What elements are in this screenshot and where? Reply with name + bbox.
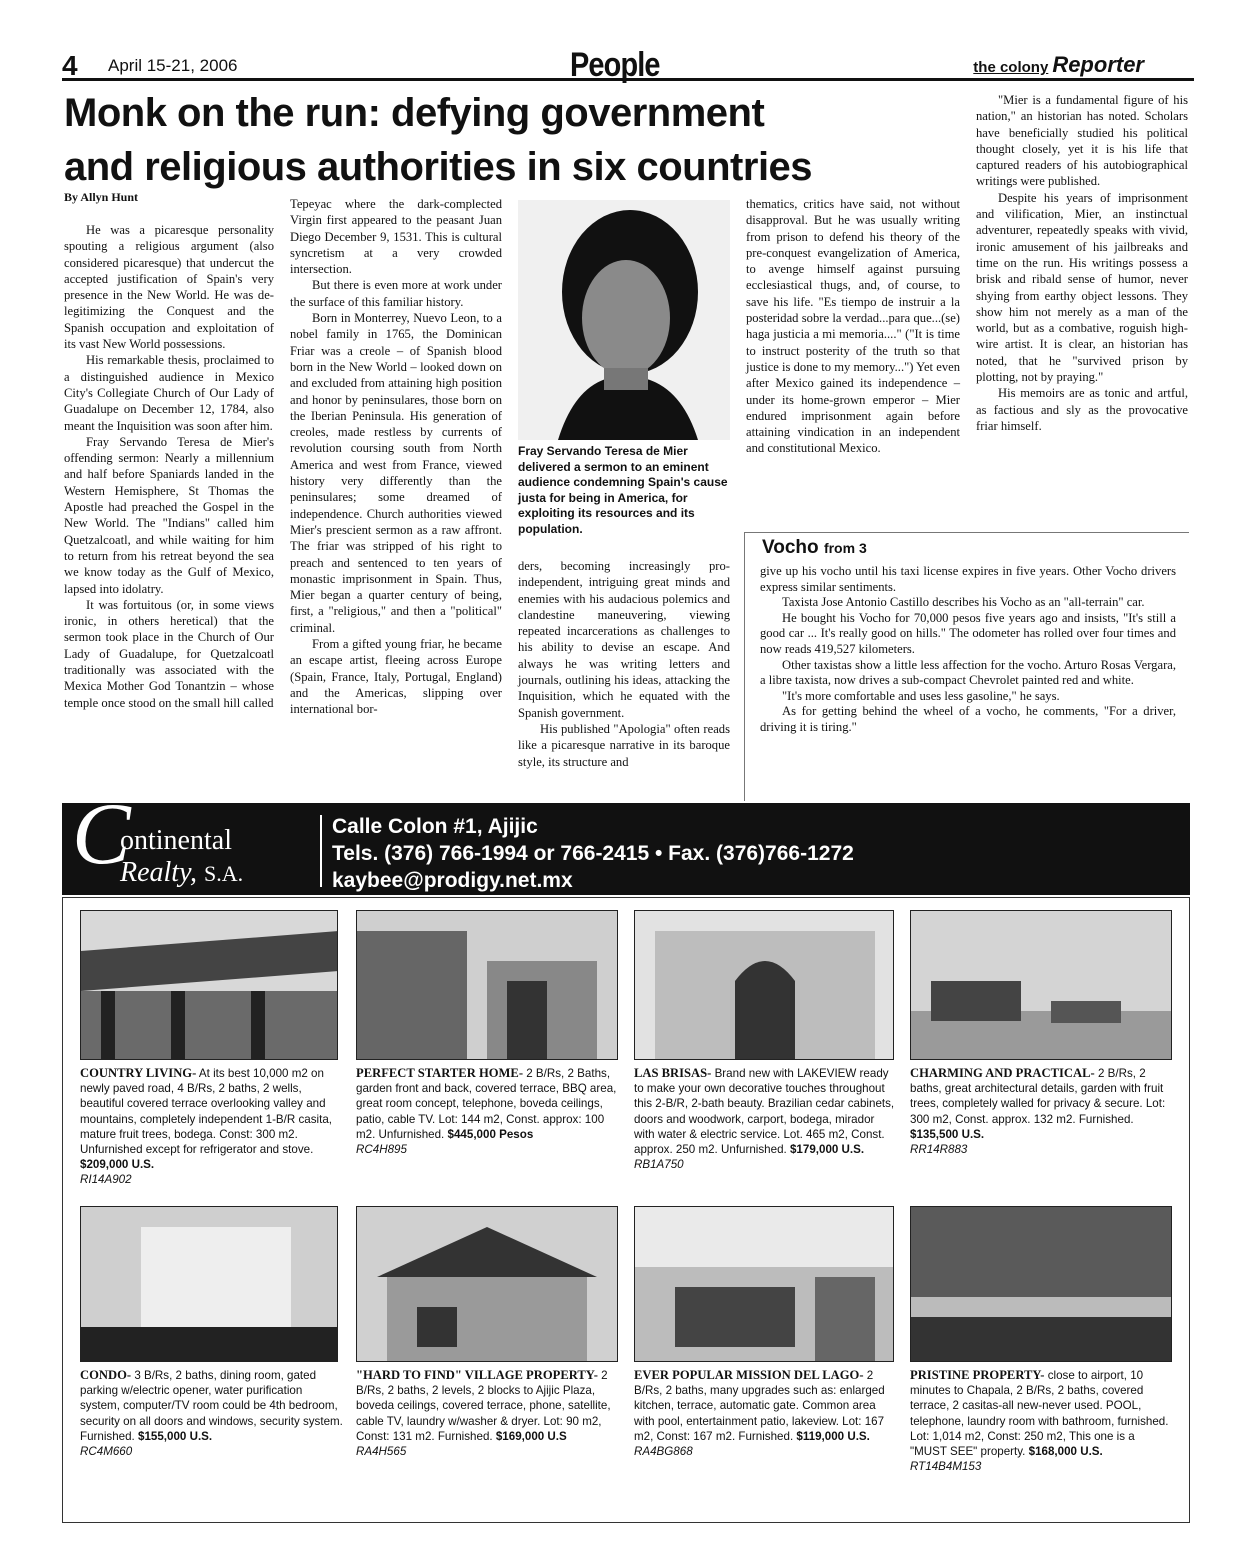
page-number: 4 (62, 50, 78, 81)
paragraph: Fray Servando Teresa de Mier's offending sermon: Nearly a millennium and half before Spaniards landed in the Western Hemisphere, St Thomas the Apostle had preached the Gospel in the New World. The "Indians" called him Quetzalcoatl, and while waiting for him to return from his retreat beyond the sea we know today as the Gulf of Mexico, lapsed into idolatry. (64, 434, 274, 596)
vocho-title-text: Vocho (762, 537, 819, 558)
listing-code: RC4M660 (80, 1445, 133, 1459)
contact-info (332, 813, 854, 894)
vocho-title (762, 537, 867, 559)
listing-title: "HARD TO FIND" VILLAGE PROPERTY- (356, 1368, 598, 1382)
realty-ad-banner (62, 786, 1190, 895)
listing-price: $119,000 U.S. (796, 1429, 870, 1443)
article-column-4 (746, 196, 960, 457)
listing-price: $445,000 Pesos (447, 1127, 534, 1141)
listing-code: RI14A902 (80, 1173, 132, 1187)
listing-photo (80, 1206, 338, 1362)
article-column-5 (976, 92, 1188, 434)
listing-body: 2 B/Rs, 2 baths, many upgrades such as: enlarged kitchen, terrace, automatic gate. Common area with pool, entertainment patio, lakeview. Lot: 167 m2, Const: 167 m2. Furnished. (634, 1369, 885, 1443)
listing-code: RA4BG868 (634, 1445, 693, 1459)
paragraph: Tepeyac where the dark-complected Virgin first appeared to the peasant Juan Diego December 9, 1531. This is cultural syncretism at a very crowded intersection. (290, 197, 502, 277)
logo-line-1: ontinental (120, 825, 232, 856)
paragraph: thematics, critics have said, not without disapproval. But he was usually writing from prison to defend his theory of the pre-conquest evangelization of America, to avenge himself against pursuing ecclesiastical thugs, and, of course, to save his life. "Es tiempo de instruir a la posteridad sobre la verdad...para que...(se) haga justicia a mi memoria...." ("It is time to instruct posterity of the truth so that justice is done to my memory...") Yet even after Mexico gained its independence – under its home-grown emperor – Mier endured imprisonment again before attaining vindication in an independent and constitutional Mexico. (746, 197, 960, 456)
phones: Tels. (376) 766-1994 or 766-2415 • Fax. (376)766-1272 (332, 842, 854, 865)
listing-body: At its best 10,000 m2 on newly paved road, 4 B/Rs, 2 baths, 2 wells, beautiful covered terrace overlooking valley and mountains, completely independent 1-B/R casita, mature fruit trees, bodega. Const: 300 m2. Unfurnished except for refrigerator and stove. (80, 1067, 332, 1157)
logo-realty: Realty, (120, 857, 197, 888)
paragraph: Taxista Jose Antonio Castillo describes his Vocho as an "all-terrain" car. (782, 595, 1145, 610)
headline (64, 86, 964, 194)
divider (320, 815, 322, 887)
listing (910, 1368, 1174, 1474)
masthead (62, 46, 1194, 84)
paragraph: He bought his Vocho for 70,000 pesos five years ago and insists, "It's still a good car ... It's really good on hills." The odometer has rolled over four times and now reads 419,527 kilometers. (760, 610, 1176, 656)
paragraph: ders, becoming increasingly pro-independent, intriguing great minds and enemies with his audacious polemics and clandestine maneuvering, viewing repeated incarcerations as challenges to his ability to devise an escape. And always he was writing letters and journals, outlining his ideas, attacking the Inquisition, which he equated with the Spanish government. (518, 559, 730, 720)
listing-price: $179,000 U.S. (789, 1143, 865, 1157)
listing-body: 2 B/Rs, 2 baths, 2 levels, 2 blocks to Ajijic Plaza, boveda ceilings, covered terrace, phone, satellite, cable TV, laundry w/washer & dryer. Lot: 90 m2, Const: 131 m2. Furnished. (356, 1369, 611, 1443)
listing-title: LAS BRISAS- (634, 1066, 712, 1080)
listing-title: EVER POPULAR MISSION DEL LAGO- (634, 1368, 864, 1382)
listing-title: PRISTINE PROPERTY- (910, 1368, 1045, 1382)
listing-code: RA4H565 (356, 1445, 407, 1459)
listing-photo (80, 910, 338, 1060)
listing (910, 1066, 1174, 1157)
listing (634, 1368, 898, 1459)
address: Calle Colon #1, Ajijic (332, 815, 538, 838)
photo-caption: Fray Servando Teresa de Mier delivered a sermon to an eminent audience condemning Spain's cause justa for being in America, for exploiting its resources and its population. (518, 444, 728, 536)
listing-price: $169,000 U.S (495, 1429, 567, 1443)
listing-photo (634, 1206, 894, 1362)
listing-title: CONDO- (80, 1368, 132, 1382)
logo-line-2 (120, 857, 243, 889)
listing-code: RB1A750 (634, 1158, 684, 1172)
paragraph: His published "Apologia" often reads like a picaresque narrative in its baroque style, its structure and (518, 721, 730, 769)
listing-title: COUNTRY LIVING- (80, 1066, 197, 1080)
paragraph: From a gifted young friar, he became an escape artist, fleeing across Europe (Spain, France, Italy, Portugal, England) and the Americas, slipping over international bor- (290, 637, 502, 717)
listing-photo (910, 910, 1172, 1060)
listing-code: RR14R883 (910, 1143, 968, 1157)
headline-line-2: and religious authorities in six countries (64, 145, 813, 189)
paragraph: Born in Monterrey, Nuevo Leon, to a nobel family in 1765, the Dominican Friar was a creole – of Spanish blood born in the New World – looked down on and excluded from attaining high position and honor by peninsulares, those born on the Iberian Peninsula. His generation of creoles, made restless by currents of revolution coursing south from North America and west from France, viewed history very differently than the peninsulares; some dreamed of independence. Church authorities viewed Mier's prescient sermon as a raw affront. The friar was stripped of his right to preach and sentenced to ten years of monastic imprisonment in Spain. Thus, Mier began a quarter century of being, first, a "religious," and then a "political" criminal. (290, 311, 502, 635)
listing-photo (356, 910, 618, 1060)
listing-title: CHARMING AND PRACTICAL- (910, 1066, 1095, 1080)
listing (634, 1066, 898, 1172)
paragraph: Despite his years of imprisonment and vilification, Mier, an instinctual adventurer, repeatedly speaks with vivid, ironic amusement of his jailbreaks and time on the run. His writings possess a brisk and ribald sense of humor, never shying from earthy object lessons. They show him not merely as a man of the world, but as a combative, roguish high-wire artist. It is clear, an historian has noted, that he "survived prison by plotting, not by praying." (976, 190, 1188, 385)
paper-title: Reporter (1052, 52, 1144, 77)
listing (356, 1066, 620, 1157)
listing-body: 3 B/Rs, 2 baths, dining room, gated parking w/electric opener, water purification system, computer/TV room could be 4th bedroom, security on all doors and windows, security system. Furnished. (80, 1369, 343, 1443)
listing-code: RT14B4M153 (910, 1460, 982, 1474)
listing-price: $135,500 U.S. (910, 1127, 985, 1141)
listing (80, 1066, 344, 1188)
listing-photo (910, 1206, 1172, 1362)
listing-photo (356, 1206, 618, 1362)
listing (356, 1368, 620, 1459)
paragraph: "It's more comfortable and uses less gasoline," he says. (782, 688, 1060, 703)
byline: By Allyn Hunt (64, 190, 139, 204)
article-column-2 (290, 196, 502, 718)
vocho-jump: from 3 (823, 540, 867, 556)
portrait-photo (518, 200, 730, 440)
issue-date: April 15-21, 2006 (108, 56, 238, 75)
listing-body: close to airport, 10 minutes to Chapala, 2 B/Rs, 2 baths, covered terrace, 2 casitas-all new-never used. POOL, telephone, laundry room with bathroom, furnished. Lot: 1,014 m2, Const: 250 m2, This one is a "MUST SEE" property. (910, 1369, 1169, 1459)
paragraph: But there is even more at work under the surface of this familiar history. (290, 278, 502, 309)
paragraph: As for getting behind the wheel of a vocho, he comments, "For a driver, driving it is tiring." (760, 704, 1176, 734)
listing-code: RC4H895 (356, 1143, 407, 1157)
paragraph: It was fortuitous (or, in some views ironic, in others heretical) that the sermon took place in the Church of Our Lady of Guadalupe, for Quetzalcoatl traditionally was associated with the Mexica Mother God Tonantzin – whose temple once stood on the small hill called (64, 597, 274, 710)
listing-price: $168,000 U.S. (1028, 1445, 1103, 1459)
section-name: People (570, 46, 660, 84)
listing-body: 2 B/Rs, 2 Baths, garden front and back, covered terrace, BBQ area, great room concept, telephone, boveda ceilings, patio, cable TV. Lot: 144 m2, Const. approx: 100 m2. Unfurnished. (356, 1067, 617, 1141)
paper-name (973, 52, 1144, 78)
listing-body: 2 B/Rs, 2 baths, great architectural details, garden with fruit trees, completely walled for privacy & secure. Lot: 300 m2, Const. approx. 132 m2. Furnished. (910, 1067, 1166, 1126)
paragraph: His memoirs are as tonic and artful, as factious and sly as the provocative friar himself. (976, 386, 1188, 433)
listing (80, 1368, 344, 1459)
headline-line-1: Monk on the run: defying government (64, 91, 765, 135)
listing-photo (634, 910, 894, 1060)
listing-title: PERFECT STARTER HOME- (356, 1066, 524, 1080)
paragraph: give up his vocho until his taxi license expires in five years. Other Vocho drivers express similar sentiments. (760, 564, 1176, 594)
logo-initial: C (72, 786, 131, 883)
listing-body: Brand new with LAKEVIEW ready to make your own decorative touches throughout this 2-B/R, 2-bath beauty. Brazilian cedar cabinets, doors and woodwork, carport, bodega, mirador with water & electric service. Lot. 465 m2, Const. approx. 250 m2. Unfurnished. (634, 1067, 895, 1157)
article-column-3 (518, 558, 730, 770)
logo-sa: S.A. (203, 861, 244, 886)
paragraph: He was a picaresque personality spouting a religious argument (also considered picaresque) that undercut the accepted justification of Spain's very presence in the New World. He was de-legitimizing the Conquest and the Spanish occupation and exploitation of its vast New World possessions. (64, 223, 274, 352)
paragraph: "Mier is a fundamental figure of his nation," an historian has noted. Scholars have beneficially studied his political thought closely, yet it is his life that captured readers of his autobiographical writings were published. (976, 93, 1188, 189)
vocho-text (760, 564, 1176, 736)
listing-price: $209,000 U.S. (80, 1158, 155, 1172)
listing-price: $155,000 U.S. (138, 1429, 213, 1443)
paper-prefix: the colony (973, 59, 1049, 76)
paragraph: Other taxistas show a little less affection for the vocho. Arturo Rosas Vergara, a libre taxista, now drives a sub-compact Chevrolet painted red and white. (760, 657, 1176, 688)
paragraph: His remarkable thesis, proclaimed to a distinguished audience in Mexico City's Collegiate Church of Our Lady of Guadalupe on December 12, 1784, also meant the Inquisition was soon after him. (64, 353, 274, 433)
article-column-1 (64, 222, 274, 711)
email: kaybee@prodigy.net.mx (332, 869, 573, 892)
